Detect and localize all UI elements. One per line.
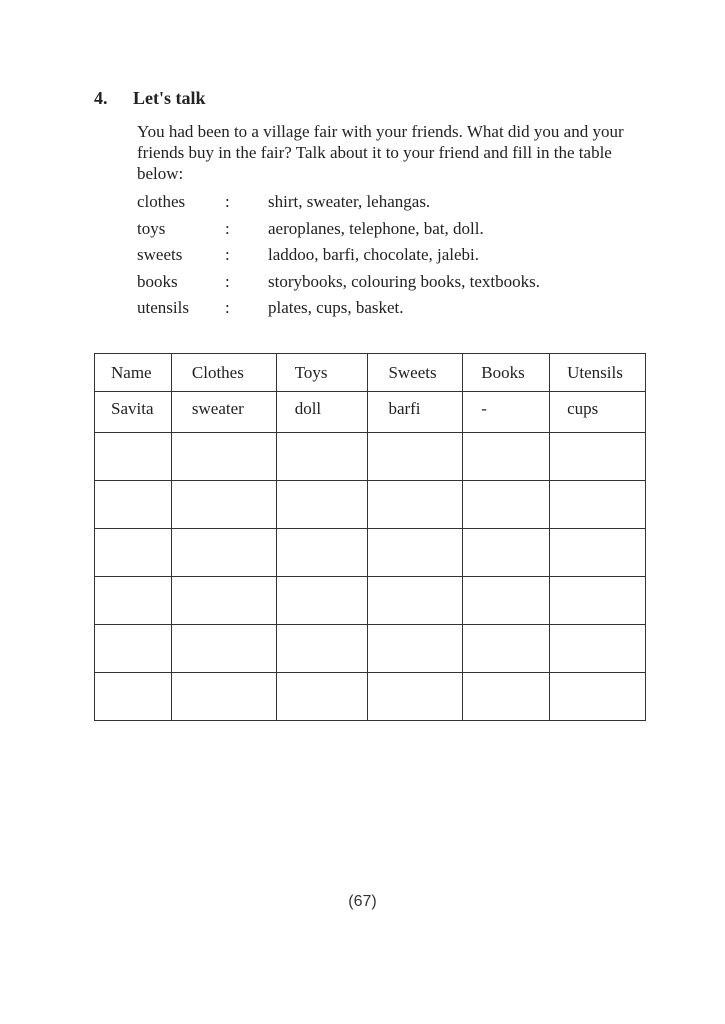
column-header-utensils: Utensils — [550, 354, 646, 392]
table-cell[interactable] — [368, 577, 463, 625]
item-separator: : — [225, 271, 230, 291]
table-cell[interactable] — [171, 577, 276, 625]
item-values: aeroplanes, telephone, bat, doll. — [268, 218, 484, 238]
table-cell[interactable] — [95, 433, 172, 481]
table-cell: sweater — [171, 392, 276, 433]
table-row — [95, 673, 646, 721]
table-cell[interactable] — [276, 433, 368, 481]
table-cell[interactable] — [171, 673, 276, 721]
table-row — [95, 529, 646, 577]
item-values: shirt, sweater, lehangas. — [268, 192, 431, 212]
table-cell[interactable] — [276, 481, 368, 529]
item-values: laddoo, barfi, chocolate, jalebi. — [268, 245, 479, 265]
table-cell[interactable] — [463, 481, 550, 529]
table-cell: doll — [276, 392, 368, 433]
table-row — [95, 625, 646, 673]
table-cell: cups — [550, 392, 646, 433]
page-number: (67) — [348, 893, 377, 910]
table-cell[interactable] — [463, 433, 550, 481]
instructions-text: You had been to a village fair with your friends. What did you and your friends buy in the fair? Talk about it to your friend and fill in the table below: — [137, 122, 624, 183]
table-cell[interactable] — [95, 625, 172, 673]
table-cell[interactable] — [276, 577, 368, 625]
table-cell: Savita — [95, 392, 172, 433]
table-cell[interactable] — [276, 529, 368, 577]
item-row-clothes — [137, 189, 540, 216]
table-cell[interactable] — [368, 433, 463, 481]
table-cell[interactable] — [95, 577, 172, 625]
item-row-utensils — [137, 295, 540, 322]
item-separator: : — [225, 218, 230, 238]
table-cell[interactable] — [276, 673, 368, 721]
item-category: utensils — [137, 298, 189, 318]
section-number: 4. — [94, 88, 108, 108]
table-cell[interactable] — [550, 673, 646, 721]
table-row — [95, 433, 646, 481]
table-cell: barfi — [368, 392, 463, 433]
section-heading — [94, 88, 206, 109]
item-category: sweets — [137, 245, 183, 265]
table-cell[interactable] — [550, 481, 646, 529]
item-values: storybooks, colouring books, textbooks. — [268, 271, 540, 291]
section-title: Let's talk — [133, 88, 206, 108]
column-header-clothes: Clothes — [171, 354, 276, 392]
item-list — [137, 189, 540, 322]
column-header-books: Books — [463, 354, 550, 392]
table-cell[interactable] — [463, 529, 550, 577]
column-header-sweets: Sweets — [368, 354, 463, 392]
table-cell[interactable] — [171, 625, 276, 673]
table-cell[interactable] — [95, 673, 172, 721]
table-cell[interactable] — [550, 625, 646, 673]
item-row-sweets — [137, 242, 540, 269]
table-cell[interactable] — [171, 529, 276, 577]
item-category: books — [137, 271, 178, 291]
column-header-name: Name — [95, 354, 172, 392]
table-row — [95, 481, 646, 529]
table-cell[interactable] — [368, 481, 463, 529]
table-cell[interactable] — [463, 577, 550, 625]
table-row — [95, 392, 646, 433]
item-row-toys — [137, 216, 540, 243]
table-cell[interactable] — [95, 481, 172, 529]
table-cell[interactable] — [95, 529, 172, 577]
table-cell: - — [463, 392, 550, 433]
table-cell[interactable] — [463, 673, 550, 721]
table-cell[interactable] — [368, 529, 463, 577]
table-cell[interactable] — [550, 577, 646, 625]
table-cell[interactable] — [550, 529, 646, 577]
table-cell[interactable] — [463, 625, 550, 673]
table-cell[interactable] — [550, 433, 646, 481]
table-cell[interactable] — [368, 625, 463, 673]
item-separator: : — [225, 245, 230, 265]
item-category: toys — [137, 218, 166, 238]
table-cell[interactable] — [276, 625, 368, 673]
item-category: clothes — [137, 192, 186, 212]
table-row — [95, 577, 646, 625]
table-header-row — [95, 354, 646, 392]
table-cell[interactable] — [171, 481, 276, 529]
item-values: plates, cups, basket. — [268, 298, 404, 318]
table-cell[interactable] — [368, 673, 463, 721]
item-separator: : — [225, 192, 230, 212]
table-cell[interactable] — [171, 433, 276, 481]
fair-purchases-table — [94, 353, 646, 721]
column-header-toys: Toys — [276, 354, 368, 392]
item-separator: : — [225, 298, 230, 318]
item-row-books — [137, 269, 540, 296]
